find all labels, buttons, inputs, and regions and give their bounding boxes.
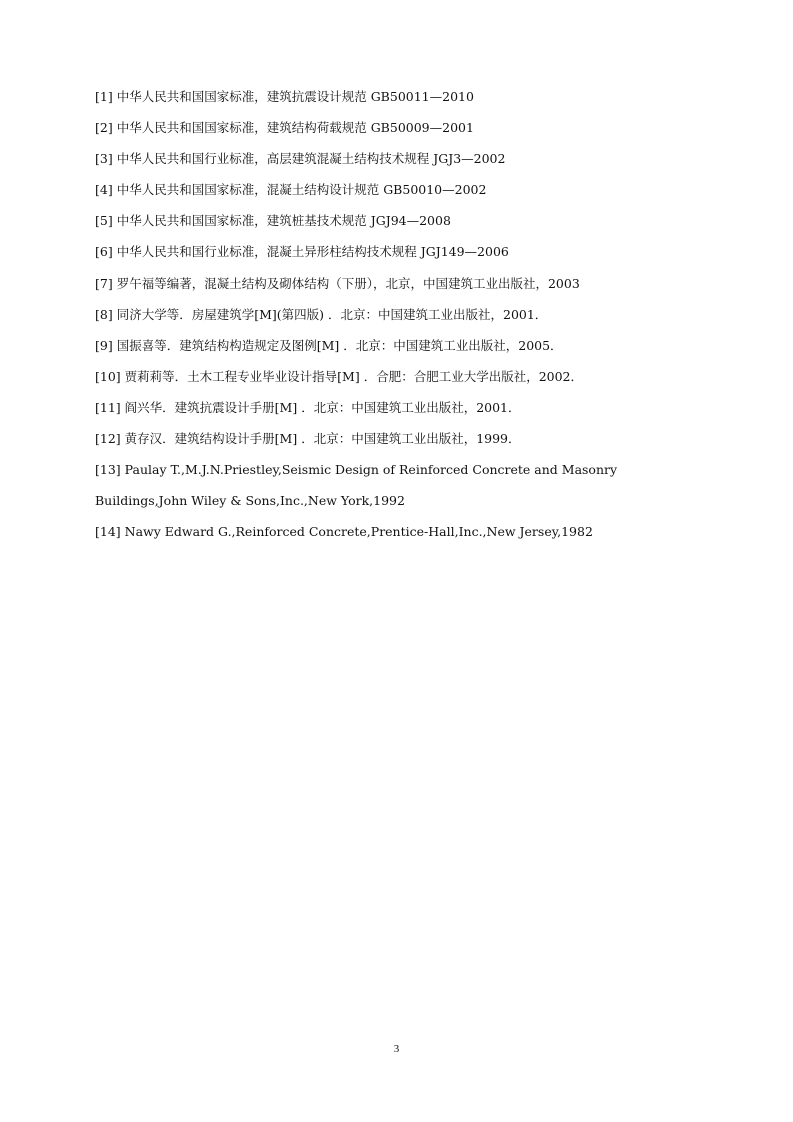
reference-number: [8] <box>95 306 113 322</box>
reference-number: [6] <box>95 244 113 260</box>
reference-item <box>95 454 705 516</box>
reference-item <box>95 392 705 423</box>
reference-number: [9] <box>95 337 113 353</box>
reference-text: 中华人民共和国国家标准，混凝土结构设计规范 GB50010—2002 <box>116 182 487 198</box>
reference-number: [3] <box>95 151 113 167</box>
reference-item <box>95 330 705 361</box>
reference-item <box>95 112 705 143</box>
reference-number: [1] <box>95 89 113 104</box>
reference-number: [2] <box>95 120 113 136</box>
reference-text: Paulay T.,M.J.N.Priestley,Seismic Design of Reinforced Concrete and Masonry Buildings,John Wiley & Sons,Inc.,New York,1992 <box>95 462 618 509</box>
reference-number: [12] <box>95 431 121 447</box>
reference-text: 国振喜等．建筑结构构造规定及图例[M] ．北京：中国建筑工业出版社，2005． <box>116 337 563 353</box>
page-number: 3 <box>393 1043 400 1055</box>
reference-item <box>95 361 705 392</box>
reference-item <box>95 81 705 112</box>
reference-item <box>95 299 705 330</box>
reference-number: [13] <box>95 462 121 478</box>
reference-number: [4] <box>95 182 113 198</box>
reference-number: [10] <box>95 368 121 384</box>
reference-item <box>95 268 705 299</box>
reference-item <box>95 423 705 454</box>
reference-list <box>95 81 705 547</box>
reference-number: [11] <box>95 399 121 415</box>
reference-number: [5] <box>95 213 113 229</box>
reference-item <box>95 516 705 547</box>
reference-item <box>95 205 705 236</box>
reference-text: 罗午福等编著，混凝土结构及砌体结构（下册），北京，中国建筑工业出版社，2003 <box>116 275 580 291</box>
reference-number: [7] <box>95 275 113 291</box>
reference-text: 黄存汉．建筑结构设计手册[M] ．北京：中国建筑工业出版社，1999． <box>124 431 521 447</box>
reference-text: 阎兴华．建筑抗震设计手册[M] ．北京：中国建筑工业出版社，2001． <box>124 399 521 415</box>
reference-text: 同济大学等．房屋建筑学[M](第四版) ．北京：中国建筑工业出版社，2001． <box>116 306 548 322</box>
reference-text: 中华人民共和国行业标准，混凝土异形柱结构技术规程 JGJ149—2006 <box>116 244 509 260</box>
reference-item <box>95 236 705 267</box>
reference-text: 中华人民共和国国家标准，建筑桩基技术规范 JGJ94—2008 <box>116 213 451 229</box>
reference-text: 贾莉莉等．土木工程专业毕业设计指导[M] ．合肥：合肥工业大学出版社，2002． <box>124 368 584 384</box>
reference-text: 中华人民共和国国家标准，建筑结构荷载规范 GB50009—2001 <box>116 120 474 136</box>
reference-item <box>95 174 705 205</box>
reference-text: 中华人民共和国国家标准，建筑抗震设计规范 GB50011—2010 <box>116 89 474 104</box>
reference-text: 中华人民共和国行业标准，高层建筑混凝土结构技术规程 JGJ3—2002 <box>116 151 506 167</box>
reference-text: Nawy Edward G.,Reinforced Concrete,Prentice-Hall,Inc.,New Jersey,1982 <box>124 524 593 540</box>
reference-item <box>95 143 705 174</box>
reference-number: [14] <box>95 524 121 540</box>
